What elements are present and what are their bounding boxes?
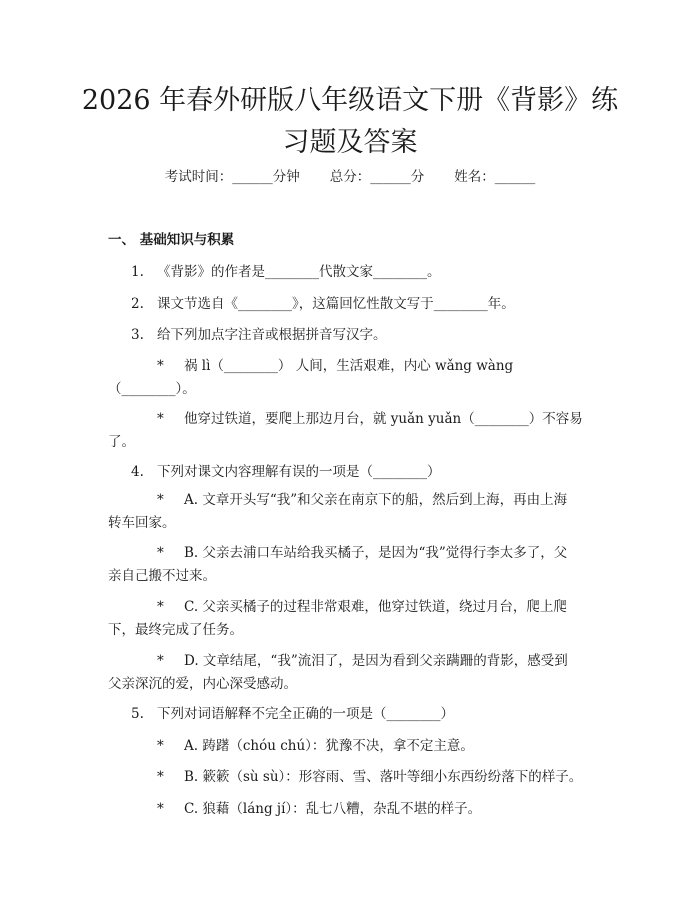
question-text: 下列对词语解释不完全正确的一项是（________） bbox=[157, 706, 454, 722]
question-2 bbox=[131, 294, 515, 314]
option-text-line1: A. 文章开头写“我”和父亲在南京下的船，然后到上海，再由上海 bbox=[184, 492, 568, 508]
question-number: 3. bbox=[131, 327, 144, 343]
question-5 bbox=[131, 704, 454, 724]
option-text-line2: 下，最终完成了任务。 bbox=[108, 622, 243, 638]
option-text-line2: 转车回家。 bbox=[108, 515, 176, 531]
question-4-option-c bbox=[108, 596, 594, 642]
question-4-option-a bbox=[108, 489, 594, 535]
bullet-marker: * bbox=[157, 801, 164, 817]
question-5-option-b bbox=[157, 767, 582, 787]
question-4-option-b bbox=[108, 542, 594, 588]
bullet-marker: * bbox=[157, 769, 164, 785]
exam-time-field: 考试时间：______分钟 bbox=[164, 169, 300, 185]
option-text-line1: D. 文章结尾，“我”流泪了，是因为看到父亲蹒跚的背影，感受到 bbox=[184, 653, 568, 669]
bullet-marker: * bbox=[157, 653, 164, 669]
bullet-marker: * bbox=[157, 358, 164, 374]
question-text: 《背影》的作者是________代散文家________。 bbox=[157, 264, 441, 280]
option-text: B. 簌簌（sù sù）：形容雨、雪、落叶等细小东西纷纷落下的样子。 bbox=[184, 769, 583, 785]
option-text-line1: C. 父亲买橘子的过程非常艰难，他穿过铁道，绕过月台，爬上爬 bbox=[184, 599, 567, 615]
item-text-line2: （________）。 bbox=[108, 381, 196, 397]
question-number: 1. bbox=[131, 264, 144, 280]
option-text: A. 踌躇（chóu chú）：犹豫不决，拿不定主意。 bbox=[184, 738, 474, 754]
item-text-line2: 了。 bbox=[108, 434, 135, 450]
question-4 bbox=[131, 462, 441, 482]
question-3-item-2 bbox=[108, 408, 594, 454]
question-5-option-c bbox=[157, 799, 481, 819]
option-text-line2: 父亲深沉的爱，内心深受感动。 bbox=[108, 676, 297, 692]
option-text-line1: B. 父亲去浦口车站给我买橘子，是因为“我”觉得行李太多了，父 bbox=[184, 545, 568, 561]
bullet-marker: * bbox=[157, 492, 164, 508]
item-text-line1: 他穿过铁道，要爬上那边月台，就 yuǎn yuǎn（________）不容易 bbox=[184, 411, 583, 427]
section-heading-basics: 一、 基础知识与积累 bbox=[108, 232, 235, 248]
bullet-marker: * bbox=[157, 411, 164, 427]
question-number: 5. bbox=[131, 706, 144, 722]
question-text: 给下列加点字注音或根据拼音写汉字。 bbox=[157, 327, 387, 343]
question-text: 课文节选自《________》，这篇回忆性散文写于________年。 bbox=[157, 296, 515, 312]
option-text: C. 狼藉（láng jí）：乱七八糟，杂乱不堪的样子。 bbox=[184, 801, 482, 817]
bullet-marker: * bbox=[157, 738, 164, 754]
bullet-marker: * bbox=[157, 545, 164, 561]
question-text: 下列对课文内容理解有误的一项是（________） bbox=[157, 464, 441, 480]
document-title: 2026 年春外研版八年级语文下册《背影》练习题及答案 bbox=[81, 85, 619, 158]
student-name-field: 姓名：______ bbox=[454, 169, 536, 185]
question-5-option-a bbox=[157, 736, 474, 756]
item-text-line1: 祸 lì（________） 人间，生活艰难，内心 wǎng wàng bbox=[184, 358, 514, 374]
question-3-item-1 bbox=[108, 355, 594, 401]
question-1 bbox=[131, 262, 441, 282]
option-text-line2: 亲自己搬不过来。 bbox=[108, 568, 216, 584]
bullet-marker: * bbox=[157, 599, 164, 615]
question-3 bbox=[131, 325, 387, 345]
question-4-option-d bbox=[108, 650, 594, 696]
question-number: 2. bbox=[131, 296, 144, 312]
total-score-field: 总分：______分 bbox=[329, 169, 425, 185]
exam-meta bbox=[0, 167, 700, 187]
question-number: 4. bbox=[131, 464, 144, 480]
